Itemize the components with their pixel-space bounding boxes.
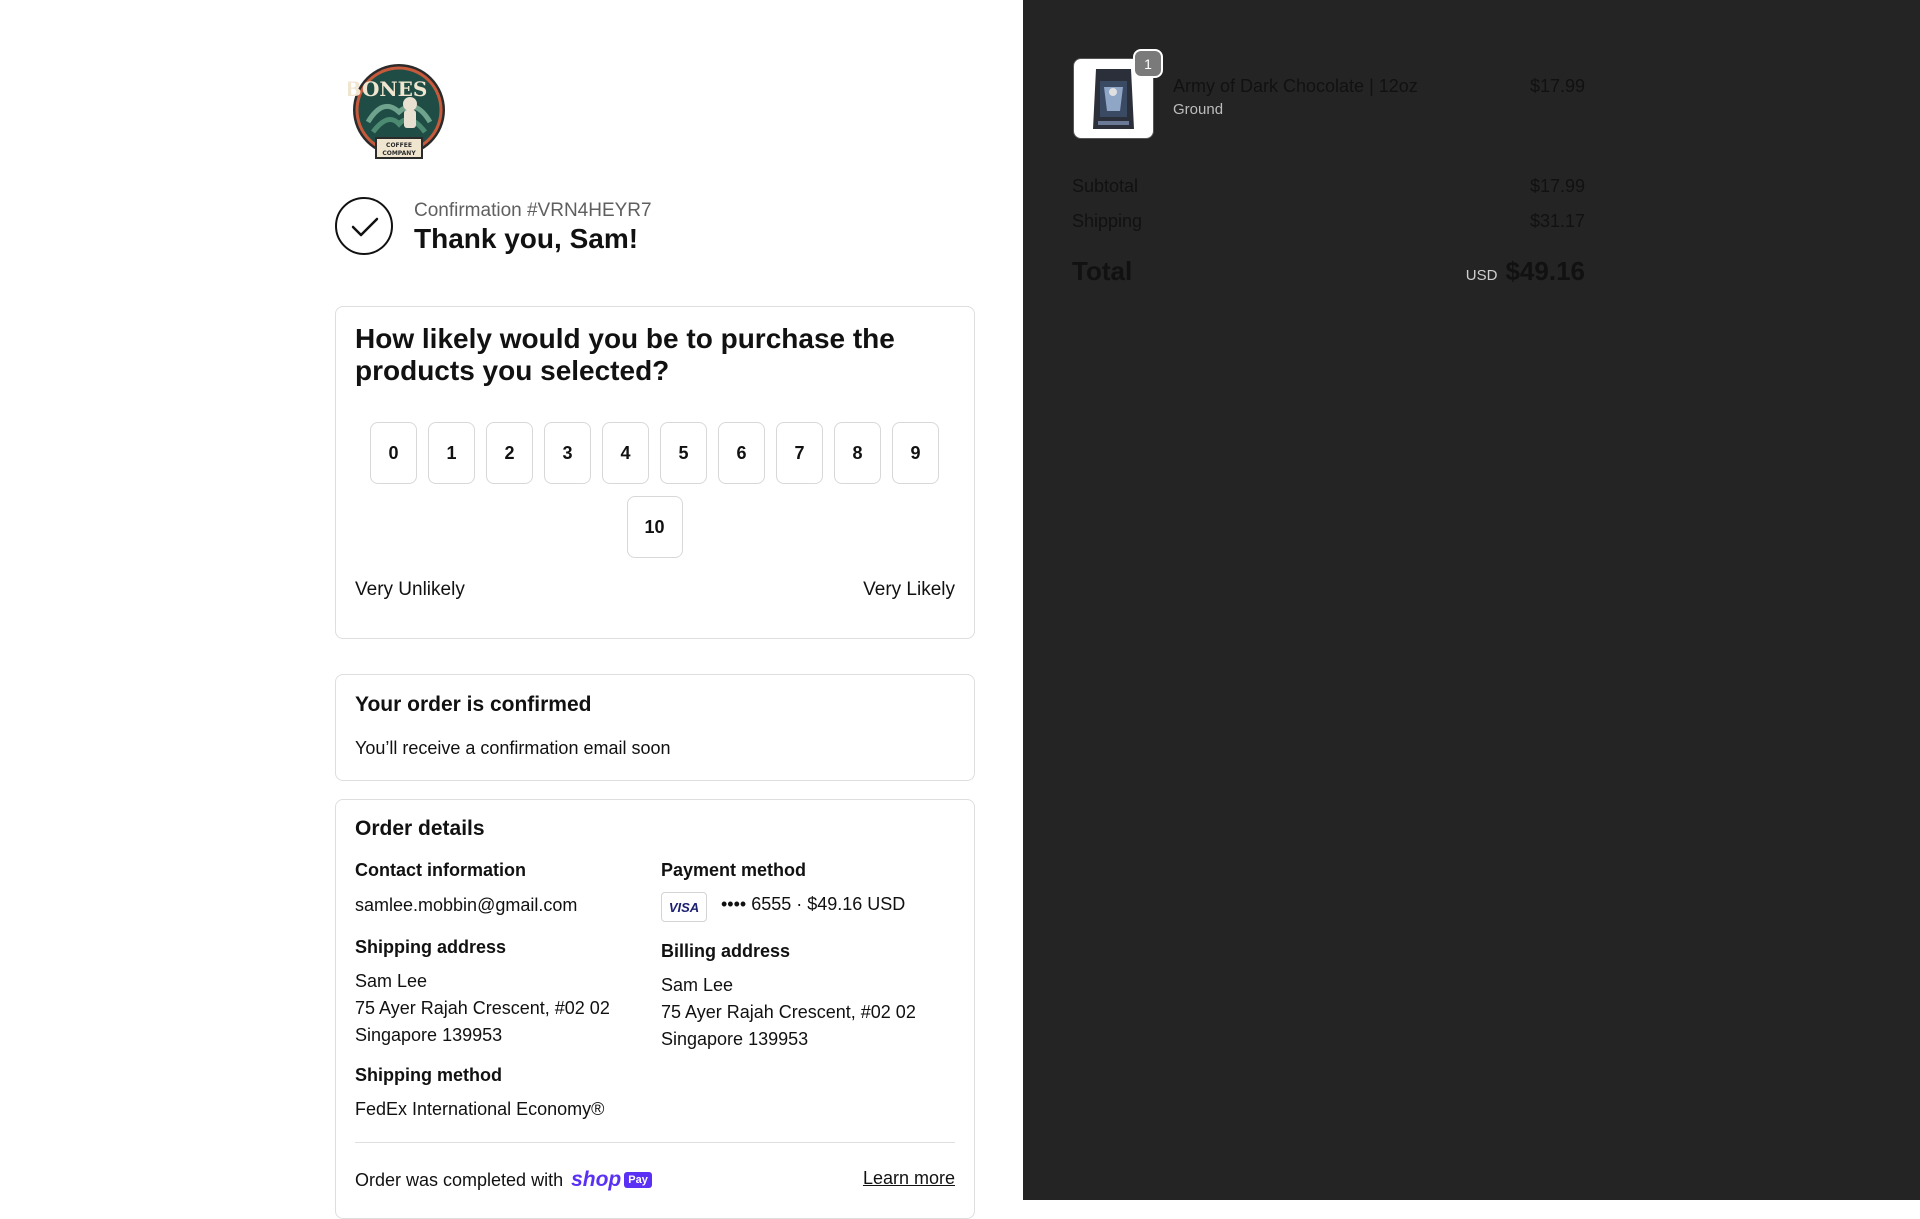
shipping-method-value: FedEx International Economy®: [355, 1099, 605, 1119]
divider: [355, 1142, 955, 1143]
payment-method-heading: Payment method: [661, 860, 807, 880]
shipping-method-heading: Shipping method: [355, 1065, 502, 1085]
score-button-5[interactable]: 5: [660, 422, 707, 484]
score-button-6[interactable]: 6: [718, 422, 765, 484]
shipping-address-city: Singapore 139953: [355, 1025, 503, 1045]
score-button-1[interactable]: 1: [428, 422, 475, 484]
score-button-3[interactable]: 3: [544, 422, 591, 484]
total-label: Total: [1072, 256, 1133, 286]
confirmation-header: [335, 197, 975, 257]
card-summary: •••• 6555 · $49.16 USD: [721, 894, 906, 914]
product-name: Army of Dark Chocolate | 12oz: [1173, 76, 1418, 96]
score-button-2[interactable]: 2: [486, 422, 533, 484]
total-row: [1072, 256, 1585, 287]
billing-address-heading: Billing address: [661, 941, 791, 961]
order-confirmed-card: [335, 674, 975, 781]
shipping-address-heading: Shipping address: [355, 937, 507, 957]
score-button-9[interactable]: 9: [892, 422, 939, 484]
shipping-label: Shipping: [1072, 211, 1143, 231]
svg-text:COMPANY: COMPANY: [382, 150, 416, 157]
subtotal-label: Subtotal: [1072, 176, 1139, 196]
score-button-4[interactable]: 4: [602, 422, 649, 484]
billing-address-city: Singapore 139953: [661, 1029, 809, 1049]
thank-you-heading: Thank you, Sam!: [414, 223, 639, 254]
product-price: $17.99: [1529, 76, 1585, 96]
purchase-likelihood-survey: [335, 306, 975, 639]
visa-card-icon: VISA: [661, 892, 707, 922]
subtotal-row: [1072, 176, 1585, 197]
shipping-value: $31.17: [1529, 211, 1585, 231]
billing-address-name: Sam Lee: [661, 975, 734, 995]
product-variant: Ground: [1173, 101, 1224, 118]
completed-with: [355, 1168, 652, 1192]
completed-with-text: Order was completed with: [355, 1169, 564, 1190]
billing-address-street: 75 Ayer Rajah Crescent, #02 02: [661, 1002, 916, 1022]
very-likely-label: Very Likely: [863, 579, 955, 600]
score-scale: [336, 422, 973, 570]
checkmark-icon: [335, 197, 393, 255]
order-details-card: [335, 799, 975, 1219]
score-button-8[interactable]: 8: [834, 422, 881, 484]
contact-email: samlee.mobbin@gmail.com: [355, 895, 578, 915]
quantity-badge: 1: [1133, 49, 1163, 78]
survey-question: How likely would you be to purchase the products you selected?: [355, 323, 895, 386]
svg-text:COFFEE: COFFEE: [386, 142, 412, 149]
score-button-7[interactable]: 7: [776, 422, 823, 484]
bones-coffee-logo[interactable]: [348, 62, 450, 162]
learn-more-link[interactable]: Learn more: [862, 1168, 955, 1188]
very-unlikely-label: Very Unlikely: [355, 579, 465, 600]
shipping-row: [1072, 211, 1585, 232]
total-value: $49.16: [1505, 256, 1585, 286]
subtotal-value: $17.99: [1529, 176, 1585, 196]
logo-text: BONES: [348, 77, 428, 101]
shipping-address-name: Sam Lee: [355, 971, 428, 991]
shipping-address-street: 75 Ayer Rajah Crescent, #02 02: [355, 998, 610, 1018]
confirmation-number: Confirmation #VRN4HEYR7: [414, 200, 652, 221]
contact-info-heading: Contact information: [355, 860, 526, 880]
currency-code: USD: [1465, 267, 1498, 284]
score-button-0[interactable]: 0: [370, 422, 417, 484]
shop-pay-logo: shop Pay: [571, 1168, 652, 1192]
confirmation-email-note: You’ll receive a confirmation email soon: [355, 738, 671, 758]
order-details-title: Order details: [355, 817, 485, 840]
order-confirmed-title: Your order is confirmed: [355, 693, 592, 716]
score-button-10[interactable]: 10: [627, 496, 683, 558]
